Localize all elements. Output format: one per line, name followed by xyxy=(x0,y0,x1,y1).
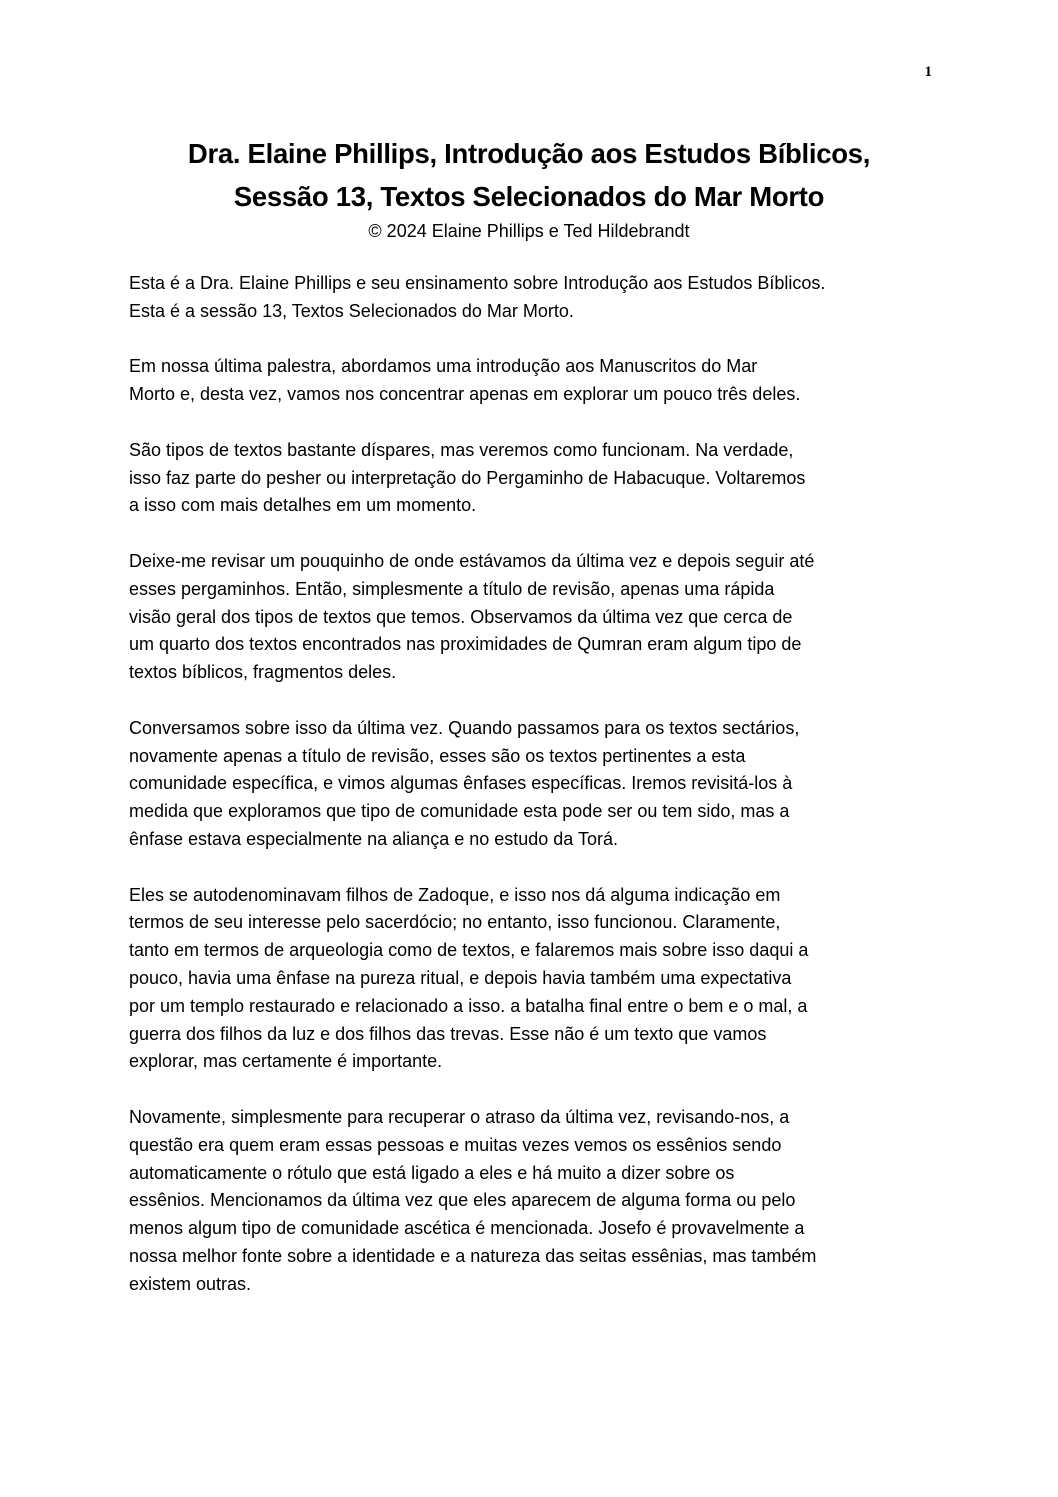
text-line: ênfase estava especialmente na aliança e no estudo da Torá. xyxy=(129,828,619,849)
paragraph-5 xyxy=(129,715,929,854)
text-line: explorar, mas certamente é importante. xyxy=(129,1051,443,1072)
text-line: Em nossa última palestra, abordamos uma introdução aos Manuscritos do Mar xyxy=(129,356,758,377)
paragraph-3 xyxy=(129,437,929,520)
text-line: Morto e, desta vez, vamos nos concentrar apenas em explorar um pouco três deles. xyxy=(129,384,801,405)
text-line: automaticamente o rótulo que está ligado a eles e há muito a dizer sobre os xyxy=(129,1162,735,1183)
text-line: nossa melhor fonte sobre a identidade e a natureza das seitas essênias, mas também xyxy=(129,1245,817,1266)
text-line: um quarto dos textos encontrados nas proximidades de Qumran eram algum tipo de xyxy=(129,634,802,655)
text-line: esses pergaminhos. Então, simplesmente a título de revisão, apenas uma rápida xyxy=(129,578,775,599)
document-body xyxy=(129,270,929,1326)
text-line: São tipos de textos bastante díspares, mas veremos como funcionam. Na verdade, xyxy=(129,439,794,460)
text-line: textos bíblicos, fragmentos deles. xyxy=(129,662,397,683)
text-line: novamente apenas a título de revisão, esses são os textos pertinentes a esta xyxy=(129,745,746,766)
page-number: 1 xyxy=(924,64,932,80)
paragraph-4 xyxy=(129,548,929,687)
text-line: pouco, havia uma ênfase na pureza ritual, e depois havia também uma expectativa xyxy=(129,967,792,988)
text-line: Esta é a Dra. Elaine Phillips e seu ensinamento sobre Introdução aos Estudos Bíblicos. xyxy=(129,273,826,293)
text-line: Deixe-me revisar um pouquinho de onde estávamos da última vez e depois seguir até xyxy=(129,550,815,571)
paragraph-6 xyxy=(129,882,929,1077)
text-line: comunidade específica, e vimos algumas ênfases específicas. Iremos revisitá-los à xyxy=(129,773,793,794)
text-line: termos de seu interesse pelo sacerdócio; no entanto, isso funcionou. Claramente, xyxy=(129,912,781,933)
title-block xyxy=(100,132,958,244)
document-title-line-2: Sessão 13, Textos Selecionados do Mar Morto xyxy=(233,181,825,212)
paragraph-2 xyxy=(129,353,929,409)
text-line: isso faz parte do pesher ou interpretação do Pergaminho de Habacuque. Voltaremos xyxy=(129,467,806,488)
text-line: medida que exploramos que tipo de comunidade esta pode ser ou tem sido, mas a xyxy=(129,801,790,822)
text-line: Eles se autodenominavam filhos de Zadoque, e isso nos dá alguma indicação em xyxy=(129,884,781,905)
text-line: existem outras. xyxy=(129,1273,252,1294)
text-line: guerra dos filhos da luz e dos filhos das trevas. Esse não é um texto que vamos xyxy=(129,1023,767,1044)
text-line: essênios. Mencionamos da última vez que eles aparecem de alguma forma ou pelo xyxy=(129,1190,796,1211)
text-line: a isso com mais detalhes em um momento. xyxy=(129,495,477,516)
copyright-notice: © 2024 Elaine Phillips e Ted Hildebrandt xyxy=(368,221,690,241)
document-title-line-1: Dra. Elaine Phillips, Introdução aos Estudos Bíblicos, xyxy=(187,138,871,169)
paragraph-1 xyxy=(129,270,929,326)
text-line: visão geral dos tipos de textos que temos. Observamos da última vez que cerca de xyxy=(129,606,793,627)
text-line: Conversamos sobre isso da última vez. Quando passamos para os textos sectários, xyxy=(129,717,800,738)
paragraph-7 xyxy=(129,1104,929,1299)
text-line: menos algum tipo de comunidade ascética é mencionada. Josefo é provavelmente a xyxy=(129,1218,805,1239)
text-line: Novamente, simplesmente para recuperar o atraso da última vez, revisando-nos, a xyxy=(129,1106,790,1127)
text-line: por um templo restaurado e relacionado a isso. a batalha final entre o bem e o mal, a xyxy=(129,995,808,1016)
text-line: tanto em termos de arqueologia como de textos, e falaremos mais sobre isso daqui a xyxy=(129,940,809,961)
text-line: questão era quem eram essas pessoas e muitas vezes vemos os essênios sendo xyxy=(129,1134,782,1155)
text-line: Esta é a sessão 13, Textos Selecionados do Mar Morto. xyxy=(129,300,574,321)
